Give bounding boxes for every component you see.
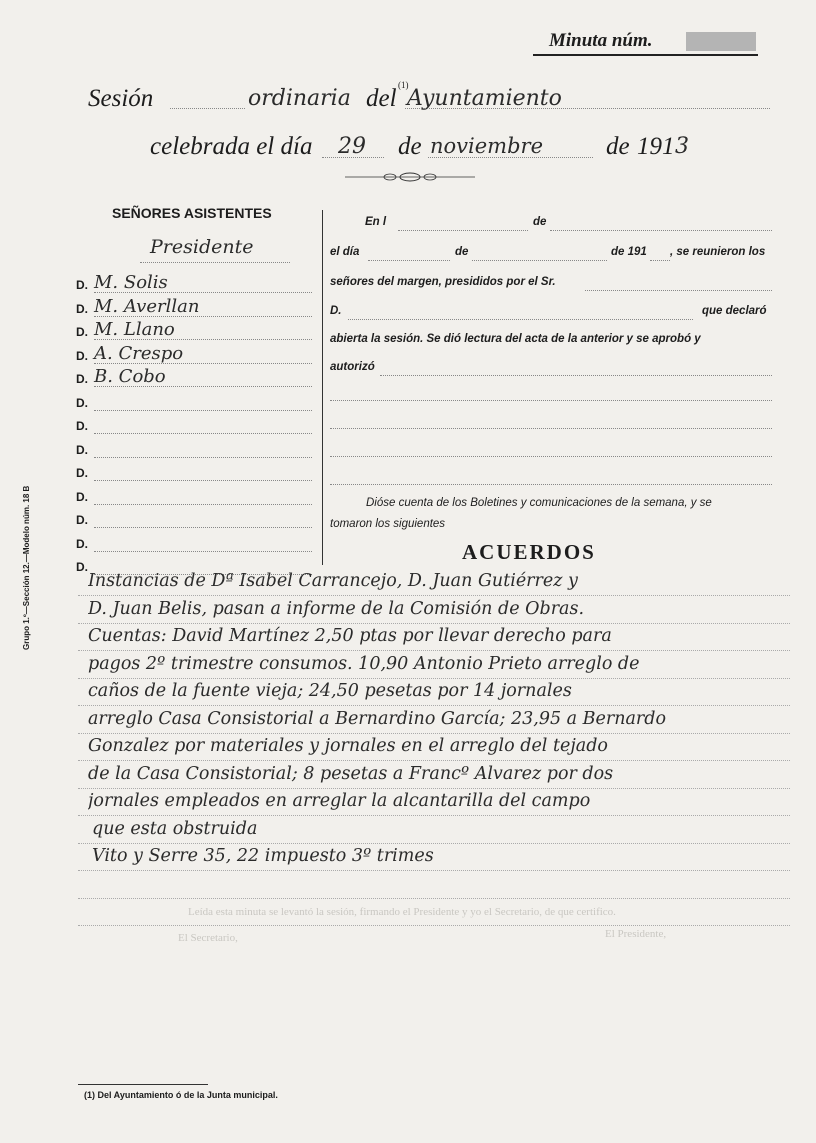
organo-handwritten: Ayuntamiento [407,86,562,111]
form-autorizo: autorizó [330,361,375,373]
form-el-dia: el día [330,246,360,258]
celebrada-label: celebrada el día [150,133,313,160]
presidente-line [140,262,290,263]
asistente-line [94,480,312,481]
form-line-9 [330,456,772,457]
form-year: de 191 [611,246,647,258]
form-line-3 [585,290,772,291]
form-line-1a [398,230,528,231]
closing-text: Leída esta minuta se levantó la sesión, firmando el Presidente y yo el Secretario, de que certifico. [188,906,616,918]
model-reference: Grupo 1.º—Sección 12.—Modelo núm. 18 B [22,485,31,650]
footnote-rule [78,1084,208,1085]
asistente-prefix: D. [76,278,88,292]
asistente-prefix: D. [76,560,88,574]
asistente-prefix: D. [76,325,88,339]
acuerdos-ruled-line [78,843,790,844]
asistentes-title: SEÑORES ASISTENTES [112,205,272,221]
asistente-line [94,527,312,528]
form-d: D. [330,305,342,317]
ornament-divider [345,170,475,184]
form-abierta: abierta la sesión. Se dió lectura del acta de la anterior y se aprobó y [330,333,701,345]
minuta-number-box [686,32,756,51]
footnote-marker: (1) [398,80,409,90]
year-printed: 191 [637,133,675,160]
acuerdo-line-handwritten: Gonzalez por materiales y jornales en el arreglo del tejado [88,736,608,756]
asistente-name-handwritten: M. Llano [94,319,175,340]
sesion-label: Sesión [88,85,154,112]
acuerdo-line-handwritten: D. Juan Belis, pasan a informe de la Comisión de Obras. [88,599,585,619]
acuerdos-ruled-line [78,623,790,624]
form-diose-1: Dióse cuenta de los Boletines y comunicaciones de la semana, y se [366,497,712,509]
form-line-4 [348,319,693,320]
asistente-name-handwritten: M. Averllan [94,296,200,317]
acuerdos-ruled-line [78,760,790,761]
form-line-8 [330,428,772,429]
minuta-label: Minuta núm. [549,30,653,51]
asistente-prefix: D. [76,419,88,433]
sesion-line-a [170,108,245,109]
minuta-field [533,24,758,56]
asistente-prefix: D. [76,372,88,386]
acuerdos-ruled-line [78,733,790,734]
acuerdos-ruled-line [78,925,790,926]
form-line-2c [650,260,670,261]
sesion-line-b [405,108,770,109]
presidente-signature-label: El Presidente, [605,928,667,940]
acuerdos-ruled-line [78,870,790,871]
acuerdos-ruled-line [78,898,790,899]
de-label-2: de [606,133,630,160]
asistente-prefix: D. [76,537,88,551]
form-declaro: que declaró [702,305,767,317]
acuerdo-line-handwritten: que esta obstruida [92,819,258,839]
mes-line [428,157,593,158]
asistente-prefix: D. [76,443,88,457]
acuerdos-ruled-line [78,788,790,789]
asistente-line [94,457,312,458]
acuerdo-line-handwritten: Vito y Serre 35, 22 impuesto 3º trimes [92,846,434,866]
acuerdos-title: ACUERDOS [462,540,596,564]
form-line-1b [550,230,772,231]
acuerdo-line-handwritten: Instancias de Dª Isabel Carrancejo, D. Juan Gutiérrez y [88,571,578,591]
dia-line [322,157,384,158]
asistente-name-handwritten: M. Solis [94,272,168,293]
dia-handwritten: 29 [338,134,366,159]
asistente-prefix: D. [76,302,88,316]
form-line-2b [472,260,607,261]
asistente-prefix: D. [76,490,88,504]
acuerdos-ruled-line [78,678,790,679]
mes-handwritten: noviembre [430,134,543,158]
form-line-6 [380,375,772,376]
form-line-2a [368,260,450,261]
asistente-prefix: D. [76,466,88,480]
form-en: En l [365,216,387,228]
acuerdo-line-handwritten: de la Casa Consistorial; 8 pesetas a Francº Alvarez por dos [88,764,614,784]
form-senores: señores del margen, presididos por el Sr. [330,276,556,288]
asistente-line [94,551,312,552]
form-reunieron: , se reunieron los [670,246,766,258]
form-de-1: de [533,216,547,228]
year-handwritten: 3 [675,134,689,159]
acuerdo-line-handwritten: Cuentas: David Martínez 2,50 ptas por llevar derecho para [88,626,612,646]
asistente-name-handwritten: A. Crespo [94,343,184,364]
acuerdos-ruled-line [78,815,790,816]
asistente-prefix: D. [76,396,88,410]
acuerdos-ruled-line [78,705,790,706]
de-label-1: de [398,133,422,160]
secretario-signature-label: El Secretario, [178,932,238,944]
asistente-prefix: D. [76,349,88,363]
column-divider [322,210,323,565]
footnote: (1) Del Ayuntamiento ó de la Junta municipal. [84,1090,278,1100]
acuerdo-line-handwritten: caños de la fuente vieja; 24,50 pesetas por 14 jornales [88,681,572,701]
form-diose-2: tomaron los siguientes [330,518,446,530]
presidente-handwritten: Presidente [150,236,254,258]
form-line-10 [330,484,772,485]
asistente-line [94,504,312,505]
asistente-line [94,433,312,434]
del-label: del [366,85,397,112]
asistente-name-handwritten: B. Cobo [94,366,166,387]
sesion-type-handwritten: ordinaria [248,86,351,111]
acuerdos-ruled-line [78,595,790,596]
asistente-line [94,410,312,411]
acuerdo-line-handwritten: jornales empleados en arreglar la alcantarilla del campo [88,791,591,811]
acuerdo-line-handwritten: arreglo Casa Consistorial a Bernardino García; 23,95 a Bernardo [88,709,667,729]
acuerdo-line-handwritten: pagos 2º trimestre consumos. 10,90 Antonio Prieto arreglo de [88,654,640,674]
form-line-7 [330,400,772,401]
form-de-2: de [455,246,469,258]
asistente-prefix: D. [76,513,88,527]
acuerdos-ruled-line [78,650,790,651]
